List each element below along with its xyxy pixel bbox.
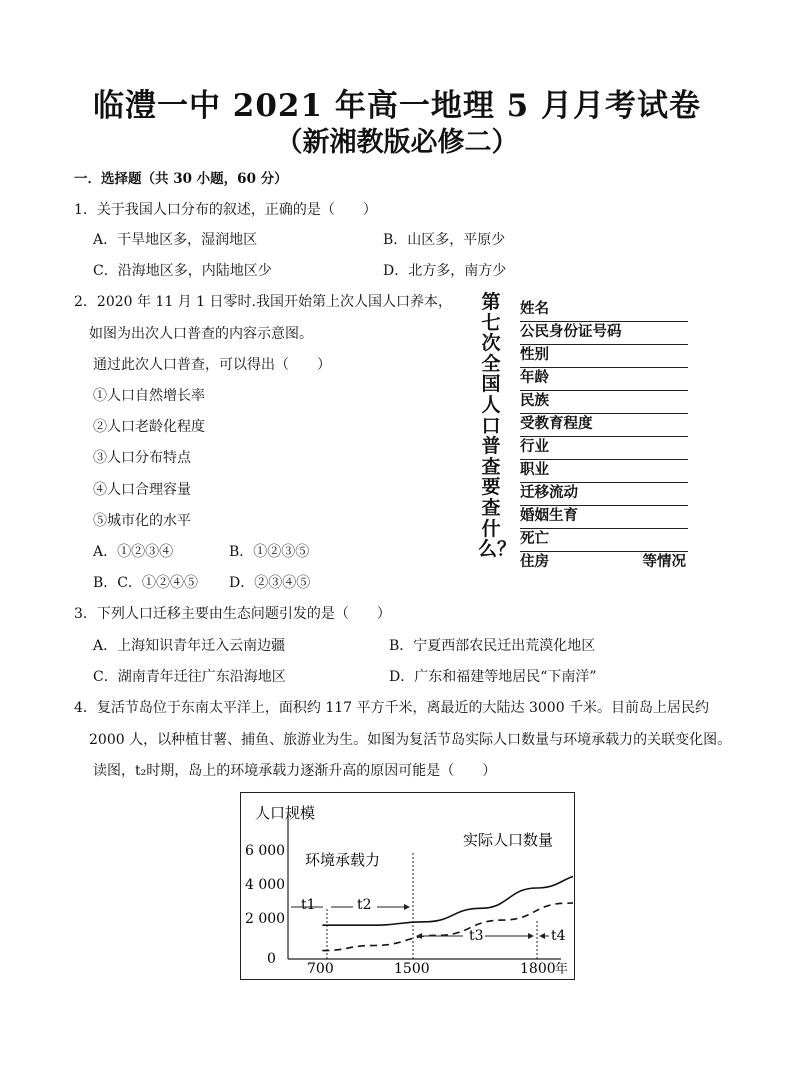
q2-option-c: B．C．①②④⑤ xyxy=(93,575,198,591)
q3-option-b: B．宁夏西部农民迁出荒漠化地区 xyxy=(389,638,596,654)
y-axis-label: 人口规模 xyxy=(255,804,316,822)
census-item: 住房 等情况 xyxy=(520,551,688,574)
q1-stem: 1．关于我国人口分布的叙述，正确的是（ ） xyxy=(74,202,377,218)
q3-option-c: C．湖南青年迁往广东沿海地区 xyxy=(93,669,286,685)
q4-stem-line-3: 读图，t₂时期，岛上的环境承载力逐渐升高的原因可能是（ ） xyxy=(93,763,497,779)
census-figure xyxy=(478,292,690,592)
q1-option-d: D．北方多，南方少 xyxy=(383,263,507,279)
y-tick-label: 4 000 xyxy=(245,877,286,893)
q4-stem-line-2: 2000 人，以种植甘薯、捕鱼、旅游业为生。如图为复活节岛实际人口数量与环境承载力的关联变化图。 xyxy=(89,732,732,748)
census-item: 民族 xyxy=(520,390,688,414)
census-item: 性别 xyxy=(520,344,688,368)
y-tick-label: 6 000 xyxy=(245,843,286,859)
q2-item-4: ④人口合理容量 xyxy=(93,482,191,498)
period-label-t3: t3 xyxy=(469,928,484,944)
census-item: 姓名 xyxy=(520,298,688,322)
section-heading: 一．选择题（共 30 小题，60 分） xyxy=(74,171,288,187)
x-tick-label: 700 xyxy=(307,961,334,977)
census-item: 年龄 xyxy=(520,367,688,391)
census-item: 死亡 xyxy=(520,528,688,552)
x-tick-label: 1800 xyxy=(520,961,556,977)
census-item: 迁移流动 xyxy=(520,482,688,506)
census-item: 职业 xyxy=(520,459,688,483)
census-item: 公民身份证号码 xyxy=(520,321,688,345)
x-axis-label: 年 xyxy=(555,962,569,977)
q2-item-2: ②人口老龄化程度 xyxy=(93,419,205,435)
census-figure-title: 第七次全国人口普查要查什么？ xyxy=(478,291,517,561)
period-label-t1: t1 xyxy=(301,897,316,913)
population-chart-svg xyxy=(241,793,573,978)
page-subtitle: （新湘教版必修二） xyxy=(275,127,519,158)
q2-stem-line-2: 如图为出次人口普查的内容示意图。 xyxy=(89,326,313,342)
y-tick-label: 2 000 xyxy=(245,911,286,927)
q3-option-a: A．上海知识青年迁入云南边疆 xyxy=(93,638,286,654)
census-item: 行业 xyxy=(520,436,688,460)
q3-stem: 3．下列人口迁移主要由生态问题引发的是（ ） xyxy=(74,606,391,622)
page-title: 临澧一中 2021 年高一地理 5 月月考试卷 xyxy=(92,88,702,124)
series-line-capacity xyxy=(322,861,573,925)
q2-option-b: B．①②③⑤ xyxy=(229,544,310,560)
series-label-population: 实际人口数量 xyxy=(463,831,554,849)
q2-option-d: D．②③④⑤ xyxy=(229,575,311,591)
q4-stem-line-1: 4．复活节岛位于东南太平洋上，面积约 117 平方千米，离最近的大陆达 3000 千米。目前岛上居民约 xyxy=(74,700,710,716)
q3-option-d: D．广东和福建等地居民“下南洋” xyxy=(389,669,597,685)
census-item-suffix: 等情况 xyxy=(642,554,686,570)
population-chart xyxy=(240,792,575,980)
census-item: 婚姻生育 xyxy=(520,505,688,529)
census-item: 受教育程度 xyxy=(520,413,688,437)
period-label-t4: t4 xyxy=(551,928,566,944)
q2-stem-line-1: 2．2020 年 11 月 1 日零时.我国开始第上次人国人口养本， xyxy=(74,294,452,310)
q2-item-1: ①人口自然增长率 xyxy=(93,388,205,404)
q2-item-5: ⑤城市化的水平 xyxy=(93,513,191,529)
q1-option-b: B．山区多，平原少 xyxy=(383,232,506,248)
y-tick-label: 0 xyxy=(267,951,276,967)
x-tick-label: 1500 xyxy=(394,961,430,977)
q2-stem-line-3: 通过此次人口普查，可以得出（ ） xyxy=(93,357,331,373)
q1-option-a: A．干旱地区多，湿润地区 xyxy=(93,232,258,248)
q2-option-a: A．①②③④ xyxy=(93,544,174,560)
q1-option-c: C．沿海地区多，内陆地区少 xyxy=(93,263,272,279)
series-label-capacity: 环境承载力 xyxy=(305,851,381,869)
q2-item-3: ③人口分布特点 xyxy=(93,450,191,466)
period-label-t2: t2 xyxy=(357,897,372,913)
